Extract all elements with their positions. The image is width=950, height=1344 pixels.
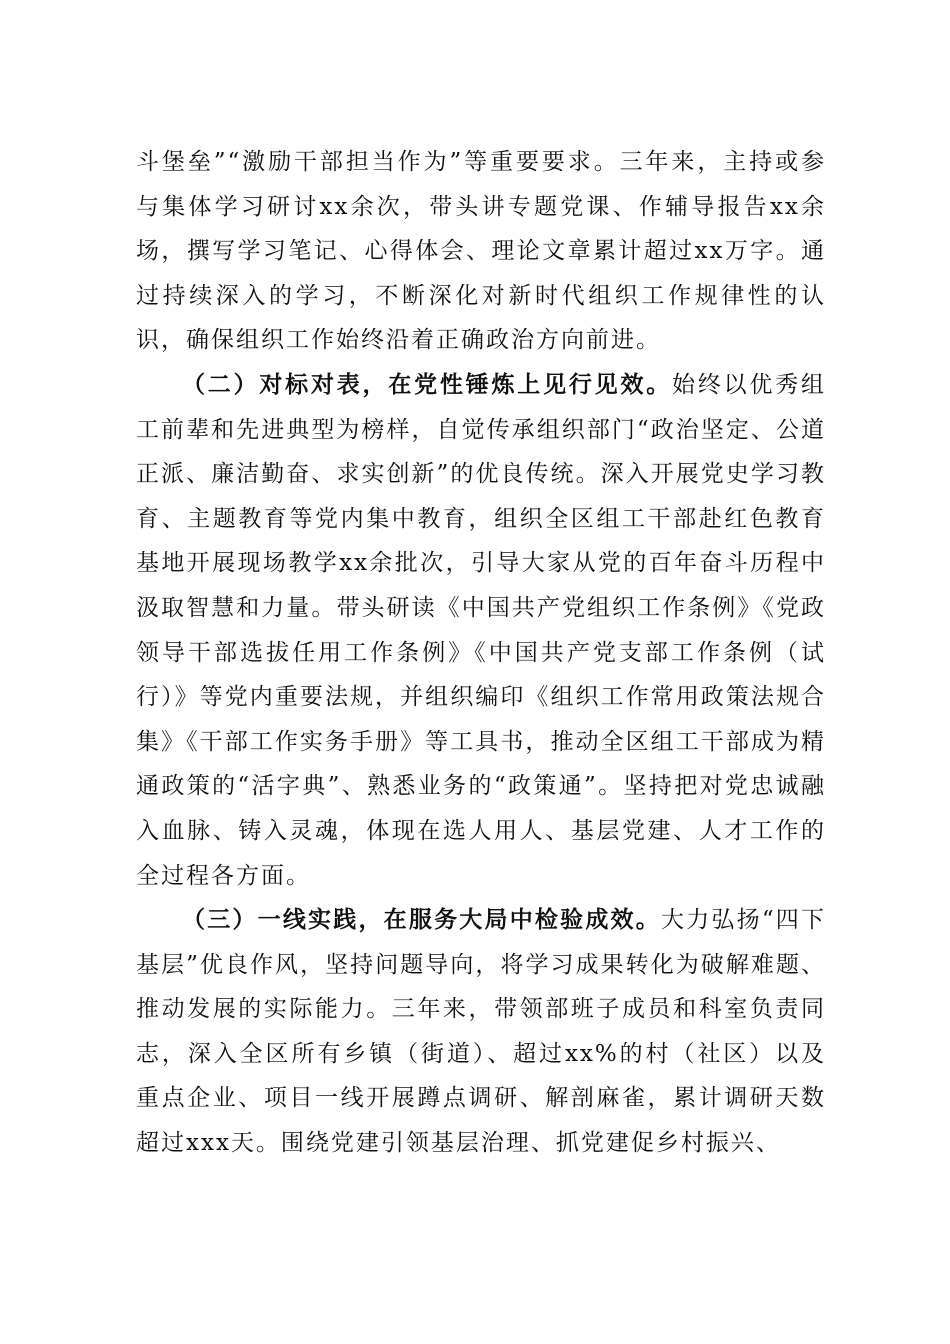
paragraph-text: 始终以优秀组工前辈和先进典型为榜样，自觉传承组织部门“政治坚定、公道正派、廉洁勤奋、求实创新”的优良传统。深入开展党史学习教育、主题教育等党内集中教育，组织全区组工干部赴红色教育基地开展现场教学xx余批次，引导大家从党的百年奋斗历程中汲取智慧和力量。带头研读《中国共产党组织工作条例》《党政领导干部选拔任用工作条例》《中国共产党支部工作条例（试行）》等党内重要法规，并组织编印《组织工作常用政策法规合集》《干部工作实务手册》等工具书，推动全区组工干部成为精通政策的“活字典”、熟悉业务的“政策通”。坚持把对党忠诚融入血脉、铸入灵魂，体现在选人用人、基层党建、人才工作的全过程各方面。 [136,371,827,889]
paragraph-continuation [136,140,826,363]
paragraph-text: 斗堡垒”“激励干部担当作为”等重要要求。三年来，主持或参与集体学习研讨xx余次，带头讲专题党课、作辅导报告xx余场，撰写学习笔记、心得体会、理论文章累计超过xx万字。通过持续深入的学习，不断深化对新时代组织工作规律性的认识，确保组织工作始终沿着正确政治方向前进。 [136,149,826,354]
section-heading-2: （二）对标对表，在党性锤炼上见行见效。 [182,370,673,398]
section-heading-3: （三）一线实践，在服务大局中检验成效。 [182,906,661,934]
paragraph-text: 大力弘扬“四下基层”优良作风，坚持问题导向，将学习成果转化为破解难题、推动发展的实际能力。三年来，带领部班子成员和科室负责同志，深入全区所有乡镇（街道）、超过xx%的村（社区）以及重点企业、项目一线开展蹲点调研、解剖麻雀，累计调研天数超过xxx天。围绕党建引领基层治理、抓党建促乡村振兴、 [136,907,826,1157]
paragraph-section-3 [136,898,826,1166]
paragraph-section-2 [136,363,826,898]
document-body [136,140,826,1166]
